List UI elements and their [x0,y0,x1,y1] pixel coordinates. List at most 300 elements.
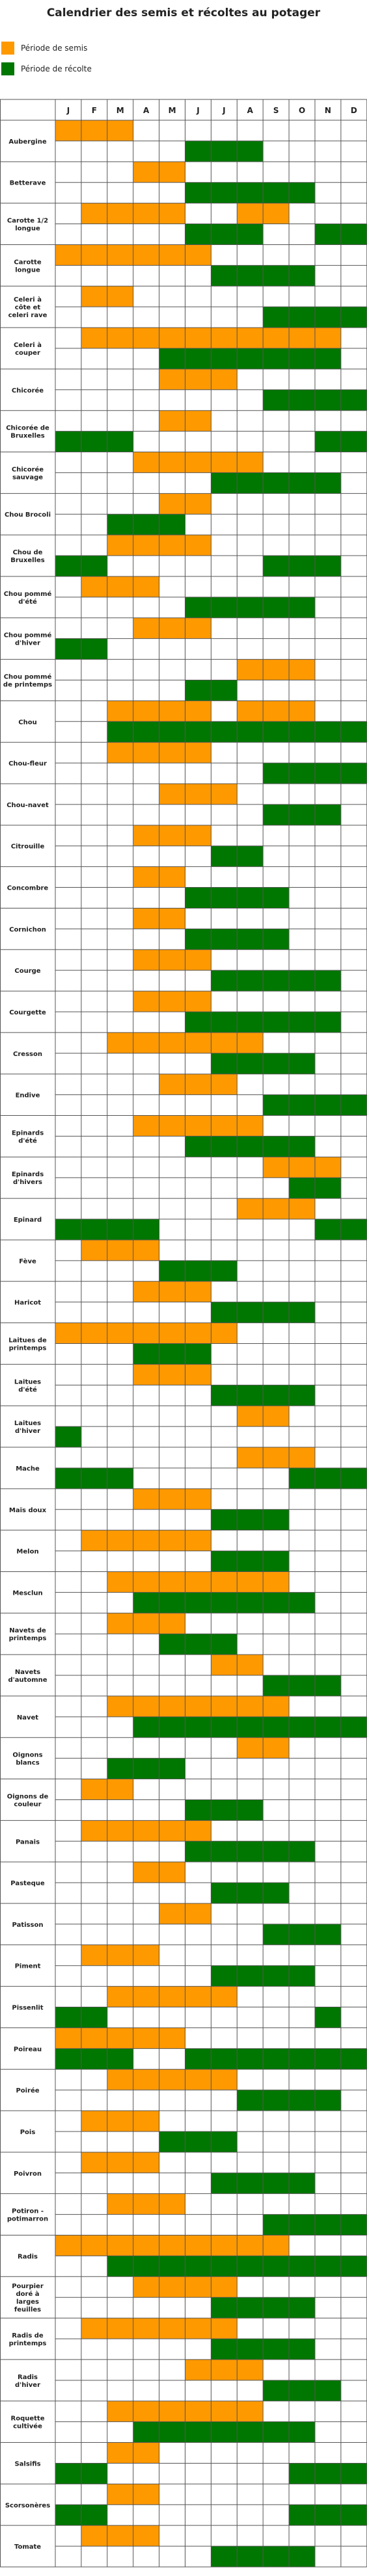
crop-label [11,2415,45,2430]
crop-label [14,2544,41,2551]
sowing-cell [81,2525,107,2546]
sowing-cell [185,2318,211,2339]
crop-label-line: Epinards [11,1171,44,1179]
harvest-cell [211,929,237,949]
crop-label-line: Chicorée [11,387,44,394]
sowing-cell [133,2276,159,2297]
sowing-cell [185,1530,211,1551]
sowing-cell [81,2318,107,2339]
harvest-cell [263,1053,289,1074]
month-header-label: D [350,106,357,115]
sowing-cell [159,452,185,473]
sowing-cell [185,2069,211,2090]
harvest-cell [263,2339,289,2360]
sowing-cell [81,120,107,141]
crop-label-line: Haricot [14,1299,42,1307]
sowing-cell [159,1282,185,1302]
harvest-cell [289,1302,315,1323]
crop-label-line: Oignons de [7,1793,49,1801]
harvest-cell [289,2297,315,2318]
sowing-cell [159,618,185,639]
sowing-cell [185,1323,211,1344]
sowing-cell [315,1157,341,1178]
sowing-cell [159,1696,185,1717]
sowing-cell [185,244,211,265]
crop-label [9,926,46,933]
harvest-cell [289,307,315,328]
harvest-cell [315,2380,341,2401]
harvest-cell [237,929,263,949]
crop-label-line: couper [15,349,40,357]
crop-label [20,2129,36,2136]
harvest-cell [315,721,341,742]
harvest-cell [315,1717,341,1738]
harvest-cell [81,2007,107,2028]
harvest-cell [289,348,315,369]
crop-label [15,1963,41,1970]
harvest-cell [211,680,237,701]
sowing-cell [237,1571,263,1592]
sowing-cell [185,2276,211,2297]
harvest-cell [211,1012,237,1033]
sowing-cell [133,535,159,556]
sowing-cell [107,286,133,307]
crop-label-line: potimarron [7,2215,49,2223]
crop-label-line: larges [16,2299,39,2306]
crop-label [7,1793,49,1808]
sowing-cell [81,2028,107,2048]
crop-label-line: couleur [14,1801,42,1809]
month-header-label: J [223,106,226,115]
sowing-cell [159,1116,185,1137]
sowing-cell [185,825,211,846]
sowing-cell [107,2443,133,2464]
harvest-cell [133,2422,159,2443]
sowing-cell [133,452,159,473]
sowing-cell [159,2401,185,2422]
sowing-cell [159,742,185,763]
sowing-cell [133,742,159,763]
sowing-cell [159,493,185,514]
harvest-cell [289,2546,315,2567]
sowing-cell [263,1447,289,1468]
harvest-cell [341,2505,367,2525]
sowing-cell [133,1489,159,1510]
harvest-cell [55,1426,81,1447]
harvest-cell [211,1592,237,1613]
sowing-cell [133,1530,159,1551]
sowing-cell [133,576,159,597]
harvest-cell [211,1883,237,1903]
harvest-cell [315,763,341,784]
sowing-cell [263,1571,289,1592]
harvest-cell [55,2505,81,2525]
sowing-cell [237,203,263,224]
sowing-cell [81,203,107,224]
harvest-cell [211,224,237,245]
sowing-cell [55,1323,81,1344]
crop-label [4,632,52,647]
month-header-label: A [247,106,253,115]
sowing-cell [81,244,107,265]
harvest-cell [237,1883,263,1903]
harvest-cell [211,2173,237,2194]
harvest-cell [211,2422,237,2443]
sowing-cell [159,244,185,265]
harvest-cell [55,556,81,576]
sowing-cell [185,1820,211,1841]
crop-label [16,1465,40,1473]
crop-label-line: Carotte [14,259,42,266]
crop-label-line: Maïs doux [8,1506,47,1514]
harvest-cell [81,431,107,452]
harvest-cell [81,2505,107,2525]
crop-label [7,2208,48,2223]
month-header-label: M [116,106,124,115]
harvest-cell [341,1219,367,1240]
harvest-cell [289,2422,315,2443]
harvest-cell [211,1302,237,1323]
crop-label-line: printemps [8,1345,47,1352]
sowing-cell [107,2484,133,2505]
harvest-cell [263,597,289,618]
crop-label-line: Aubergine [8,138,47,146]
sowing-cell [263,1696,289,1717]
crop-label [14,259,41,274]
harvest-cell [107,1758,133,1779]
sowing-cell [107,2069,133,2090]
harvest-cell [237,1302,263,1323]
crop-label-line: feuilles [14,2306,42,2314]
sowing-cell [237,701,263,721]
crop-label [14,341,42,357]
harvest-cell [55,2007,81,2028]
crop-label [10,180,46,187]
crop-label [12,1922,44,1929]
crop-label-line: doré à [16,2291,40,2299]
harvest-cell [341,2048,367,2069]
sowing-cell [159,867,185,888]
sowing-cell [107,576,133,597]
harvest-cell [315,472,341,493]
crop-label-line: Mesclun [12,1590,43,1597]
harvest-cell [107,514,133,535]
sowing-cell [211,1074,237,1095]
harvest-cell [289,2173,315,2194]
crop-label [12,1590,42,1597]
crop-label [12,2283,44,2313]
crop-label-line: Chou de [12,549,43,557]
harvest-cell [263,1510,289,1530]
harvest-cell [315,1012,341,1033]
harvest-cell [81,1468,107,1489]
sowing-cell [263,1406,289,1426]
sowing-cell [159,908,185,929]
crop-label-line: Potiron - [12,2208,44,2215]
sowing-cell [133,1240,159,1261]
sowing-cell [107,2401,133,2422]
harvest-cell [263,2215,289,2235]
harvest-cell [237,888,263,908]
sowing-cell [237,1738,263,1758]
harvest-cell [237,472,263,493]
crop-label-line: Chou pommé [3,590,52,598]
harvest-cell [185,2048,211,2069]
harvest-cell [133,1758,159,1779]
harvest-cell [237,1053,263,1074]
harvest-cell [263,805,289,825]
harvest-cell [185,929,211,949]
harvest-cell [237,1717,263,1738]
harvest-cell [211,1841,237,1862]
crop-label [16,1092,40,1100]
harvest-cell [263,1841,289,1862]
sowing-cell [133,1696,159,1717]
crop-label-line: Concombre [7,884,49,892]
harvest-cell [315,1095,341,1116]
sowing-cell [133,1282,159,1302]
sowing-cell [107,2152,133,2173]
crop-label-line: Chicorée [11,466,44,474]
harvest-cell [185,141,211,162]
harvest-cell [107,1219,133,1240]
sowing-cell [159,1033,185,1053]
harvest-cell [211,846,237,867]
harvest-cell [237,1136,263,1157]
harvest-cell [263,390,289,411]
sowing-cell [81,328,107,348]
sowing-cell [159,949,185,970]
crop-label-line: Patisson [12,1921,44,1929]
harvest-cell [263,472,289,493]
crop-label-line: Celeri à [14,296,42,304]
sowing-cell [237,1447,263,1468]
harvest-cell [211,472,237,493]
harvest-cell [341,721,367,742]
harvest-cell [263,2090,289,2111]
sowing-cell [185,2401,211,2422]
sowing-cell [185,1903,211,1924]
harvest-cell [341,1468,367,1489]
sowing-cell [107,701,133,721]
sowing-cell [289,1157,315,1178]
sowing-cell [107,1987,133,2007]
sowing-cell [237,2401,263,2422]
crop-label [12,465,44,481]
sowing-cell [159,2235,185,2256]
harvest-cell [185,680,211,701]
crop-label [11,844,45,851]
harvest-cell [289,2339,315,2360]
harvest-cell [263,970,289,991]
crop-label [14,1420,41,1435]
sowing-cell [107,2235,133,2256]
sowing-cell [289,328,315,348]
sowing-cell [133,1820,159,1841]
harvest-cell [289,597,315,618]
harvest-cell [263,1675,289,1696]
harvest-cell [289,472,315,493]
harvest-cell [81,556,107,576]
crop-label-line: Pasteque [10,1880,45,1888]
sowing-cell [211,2069,237,2090]
harvest-cell [289,556,315,576]
harvest-cell [159,1344,185,1365]
sowing-cell [133,2318,159,2339]
sowing-cell [185,411,211,431]
crop-label-line: Laitues [14,1420,42,1428]
sowing-cell [133,203,159,224]
sowing-cell [159,1862,185,1883]
harvest-cell [263,2048,289,2069]
crop-label-line: Chou pommé [3,673,52,681]
harvest-cell [133,721,159,742]
crop-label [19,1257,36,1265]
sowing-cell [185,1696,211,1717]
harvest-cell [107,431,133,452]
harvest-cell [263,1551,289,1572]
sowing-cell [185,369,211,390]
sowing-cell [263,1738,289,1758]
month-header-label: F [91,106,97,115]
crop-label-line: d'été [18,598,37,606]
harvest-cell [107,2256,133,2276]
harvest-cell [211,970,237,991]
harvest-cell [289,2048,315,2069]
sowing-cell [185,1364,211,1385]
sowing-cell [185,328,211,348]
harvest-cell [237,597,263,618]
month-header-label: N [324,106,331,115]
sowing-cell [81,2111,107,2132]
sowing-cell [185,1987,211,2007]
harvest-cell [263,2297,289,2318]
crop-label-line: de printemps [3,681,53,689]
harvest-cell [237,2090,263,2111]
sowing-cell [107,1820,133,1841]
harvest-cell [185,1799,211,1820]
harvest-cell [237,970,263,991]
harvest-cell [211,265,237,286]
crop-label-line: d'hiver [15,1428,40,1436]
sowing-cell [237,1116,263,1137]
crop-label [8,760,47,767]
sowing-cell [185,742,211,763]
sowing-cell [55,120,81,141]
crop-label [18,719,36,726]
sowing-cell [133,1364,159,1385]
harvest-cell [81,1219,107,1240]
harvest-cell [289,1468,315,1489]
harvest-cell [289,1675,315,1696]
harvest-cell [237,265,263,286]
harvest-cell [211,1717,237,1738]
harvest-cell [159,348,185,369]
sowing-cell [107,1945,133,1966]
harvest-cell [159,1717,185,1738]
sowing-cell [185,2360,211,2380]
sowing-cell [133,701,159,721]
sowing-cell [159,369,185,390]
harvest-cell [315,1219,341,1240]
harvest-cell [237,846,263,867]
crop-label [16,1838,40,1846]
harvest-cell [263,348,289,369]
sowing-cell [263,1157,289,1178]
harvest-cell [263,1966,289,1987]
sowing-cell [211,1655,237,1675]
sowing-cell [263,701,289,721]
sowing-cell [107,328,133,348]
crop-label-line: Chou Brocoli [4,511,51,519]
crop-label-line: Piment [14,1963,41,1970]
sowing-cell [107,203,133,224]
sowing-cell [159,1530,185,1551]
sowing-cell [133,2235,159,2256]
harvest-cell [211,1551,237,1572]
crop-label [8,138,46,146]
sowing-cell [289,1198,315,1219]
sowing-cell [159,1571,185,1592]
crop-label-line: Roquette [10,2415,45,2423]
harvest-cell [237,1510,263,1530]
sowing-cell [289,1447,315,1468]
sowing-cell [133,949,159,970]
harvest-cell [315,348,341,369]
harvest-cell [289,1053,315,1074]
sowing-cell [237,328,263,348]
sowing-cell [107,1696,133,1717]
sowing-cell [159,2318,185,2339]
crop-label [7,218,48,233]
harvest-cell [211,2339,237,2360]
crop-label [3,673,52,688]
crop-label-line: Salsifis [14,2460,41,2468]
harvest-cell [315,1178,341,1198]
month-header-label: S [273,106,279,115]
sowing-cell [133,867,159,888]
crop-label [14,2046,42,2053]
sowing-cell [237,2235,263,2256]
crop-label-line: longue [15,225,40,233]
sowing-cell [289,660,315,680]
sowing-cell [185,1033,211,1053]
harvest-cell [185,1634,211,1655]
sowing-cell [107,2028,133,2048]
sowing-cell [133,991,159,1012]
crop-label-line: côte et [14,304,41,312]
sowing-cell [237,452,263,473]
harvest-cell [341,763,367,784]
sowing-cell [55,2235,81,2256]
crop-label [5,2501,50,2509]
sowing-cell [133,618,159,639]
harvest-cell [237,721,263,742]
sowing-cell [133,2401,159,2422]
crop-label [8,296,48,319]
sowing-cell [133,1116,159,1137]
harvest-cell [185,1261,211,1282]
harvest-cell [289,721,315,742]
harvest-cell [55,639,81,660]
sowing-cell [133,1613,159,1634]
sowing-cell [133,2484,159,2505]
harvest-cell [341,431,367,452]
harvest-cell [315,390,341,411]
harvest-cell [263,1924,289,1945]
harvest-cell [315,431,341,452]
sowing-cell [159,1364,185,1385]
